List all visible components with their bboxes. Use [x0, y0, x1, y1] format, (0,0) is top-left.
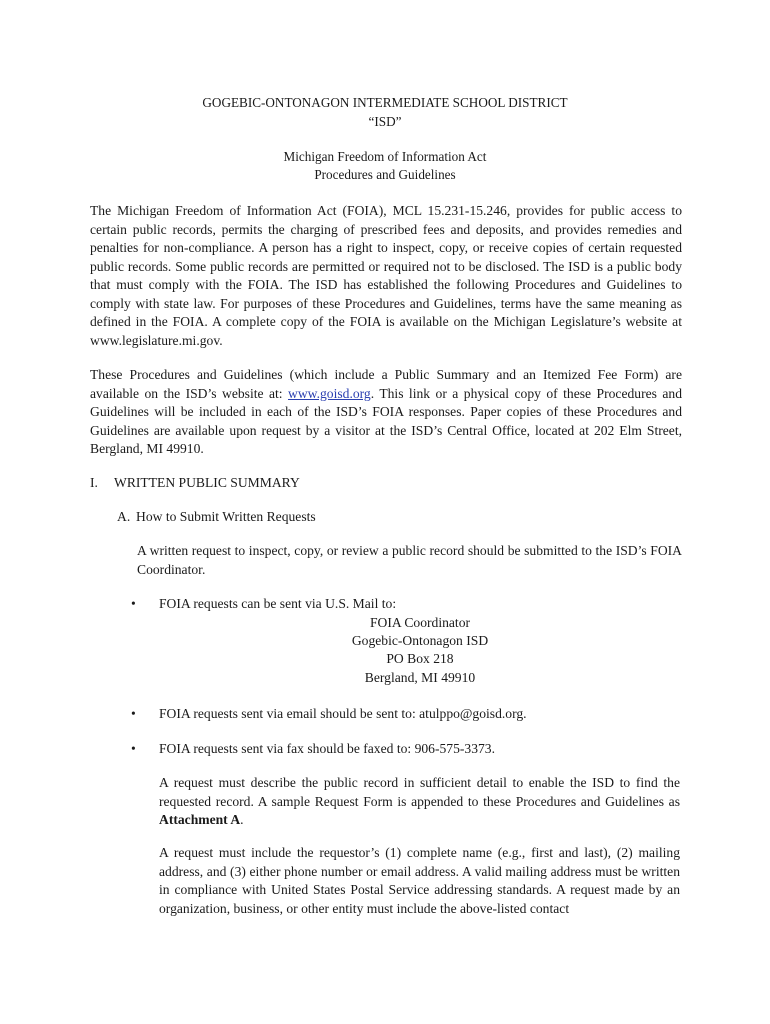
submit-intro-paragraph: A written request to inspect, copy, or review a public record should be submitted to the ISD’s FOIA Coordinator.	[137, 543, 682, 577]
email-bullet-text: FOIA requests sent via email should be sent to: atulppo@goisd.org.	[159, 706, 527, 721]
district-title: GOGEBIC-ONTONAGON INTERMEDIATE SCHOOL DISTRICT	[202, 95, 568, 110]
describe-record-paragraph	[159, 774, 680, 830]
requestor-info-paragraph: A request must include the requestor’s (1) complete name (e.g., first and last), (2) mailing address, and (3) either phone number or email address. A valid mailing address must be written in compliance with United States Postal Service addressing standards. A request made by an organization, business, or other entity must include the above-listed contact	[159, 845, 680, 916]
address-line: FOIA Coordinator	[369, 615, 471, 630]
subsection-title: How to Submit Written Requests	[136, 509, 316, 524]
district-abbrev: “ISD”	[368, 114, 402, 129]
describe-text-end: .	[240, 812, 244, 827]
address-line: PO Box 218	[386, 651, 454, 666]
act-title: Michigan Freedom of Information Act	[283, 149, 487, 164]
address-line: Gogebic-Ontonagon ISD	[351, 633, 489, 648]
availability-paragraph	[90, 366, 682, 459]
availability-text-end: . This link or a physical copy of these Procedures and Guidelines will be included in each of the ISD’s FOIA responses. Paper copies of these Procedures and Guidelines are available upon request by a visitor at the ISD’s Central Office, located at 202 Elm Street, Bergland, MI 49910.	[90, 385, 682, 456]
bullet-icon: •	[131, 596, 136, 611]
section-heading	[90, 474, 300, 492]
document-subtitle: Procedures and Guidelines	[314, 167, 456, 182]
section-number: I.	[90, 475, 98, 490]
subsection-heading	[117, 508, 316, 526]
website-link[interactable]: www.goisd.org	[288, 385, 371, 401]
bullet-icon: •	[131, 706, 136, 721]
subsection-letter: A.	[117, 509, 131, 524]
section-title: WRITTEN PUBLIC SUMMARY	[114, 475, 300, 490]
mail-bullet-text: FOIA requests can be sent via U.S. Mail to:	[159, 596, 397, 611]
availability-text-start: These Procedures and Guidelines (which include a Public Summary and an Itemized Fee Form) are available on the ISD’s website at:	[90, 367, 682, 401]
describe-text: A request must describe the public record in sufficient detail to enable the ISD to find the requested record. A sample Request Form is appended to these Procedures and Guidelines as	[159, 775, 680, 809]
address-line: Bergland, MI 49910	[364, 670, 476, 685]
intro-paragraph: The Michigan Freedom of Information Act (FOIA), MCL 15.231-15.246, provides for public access to certain public records, permits the charging of prescribed fees and deposits, and provides remedies and penalties for non-compliance. A person has a right to inspect, copy, or receive copies of certain requested public records. Some public records are permitted or required not to be disclosed. The ISD is a public body that must comply with the FOIA. The ISD has established the following Procedures and Guidelines to comply with state law. For purposes of these Procedures and Guidelines, terms have the same meaning as defined in the FOIA. A complete copy of the FOIA is available on the Michigan Legislature’s website at www.legislature.mi.gov.	[90, 203, 682, 348]
attachment-reference: Attachment A	[159, 812, 241, 827]
bullet-icon: •	[131, 741, 136, 756]
fax-bullet-text: FOIA requests sent via fax should be faxed to: 906-575-3373.	[159, 741, 496, 756]
